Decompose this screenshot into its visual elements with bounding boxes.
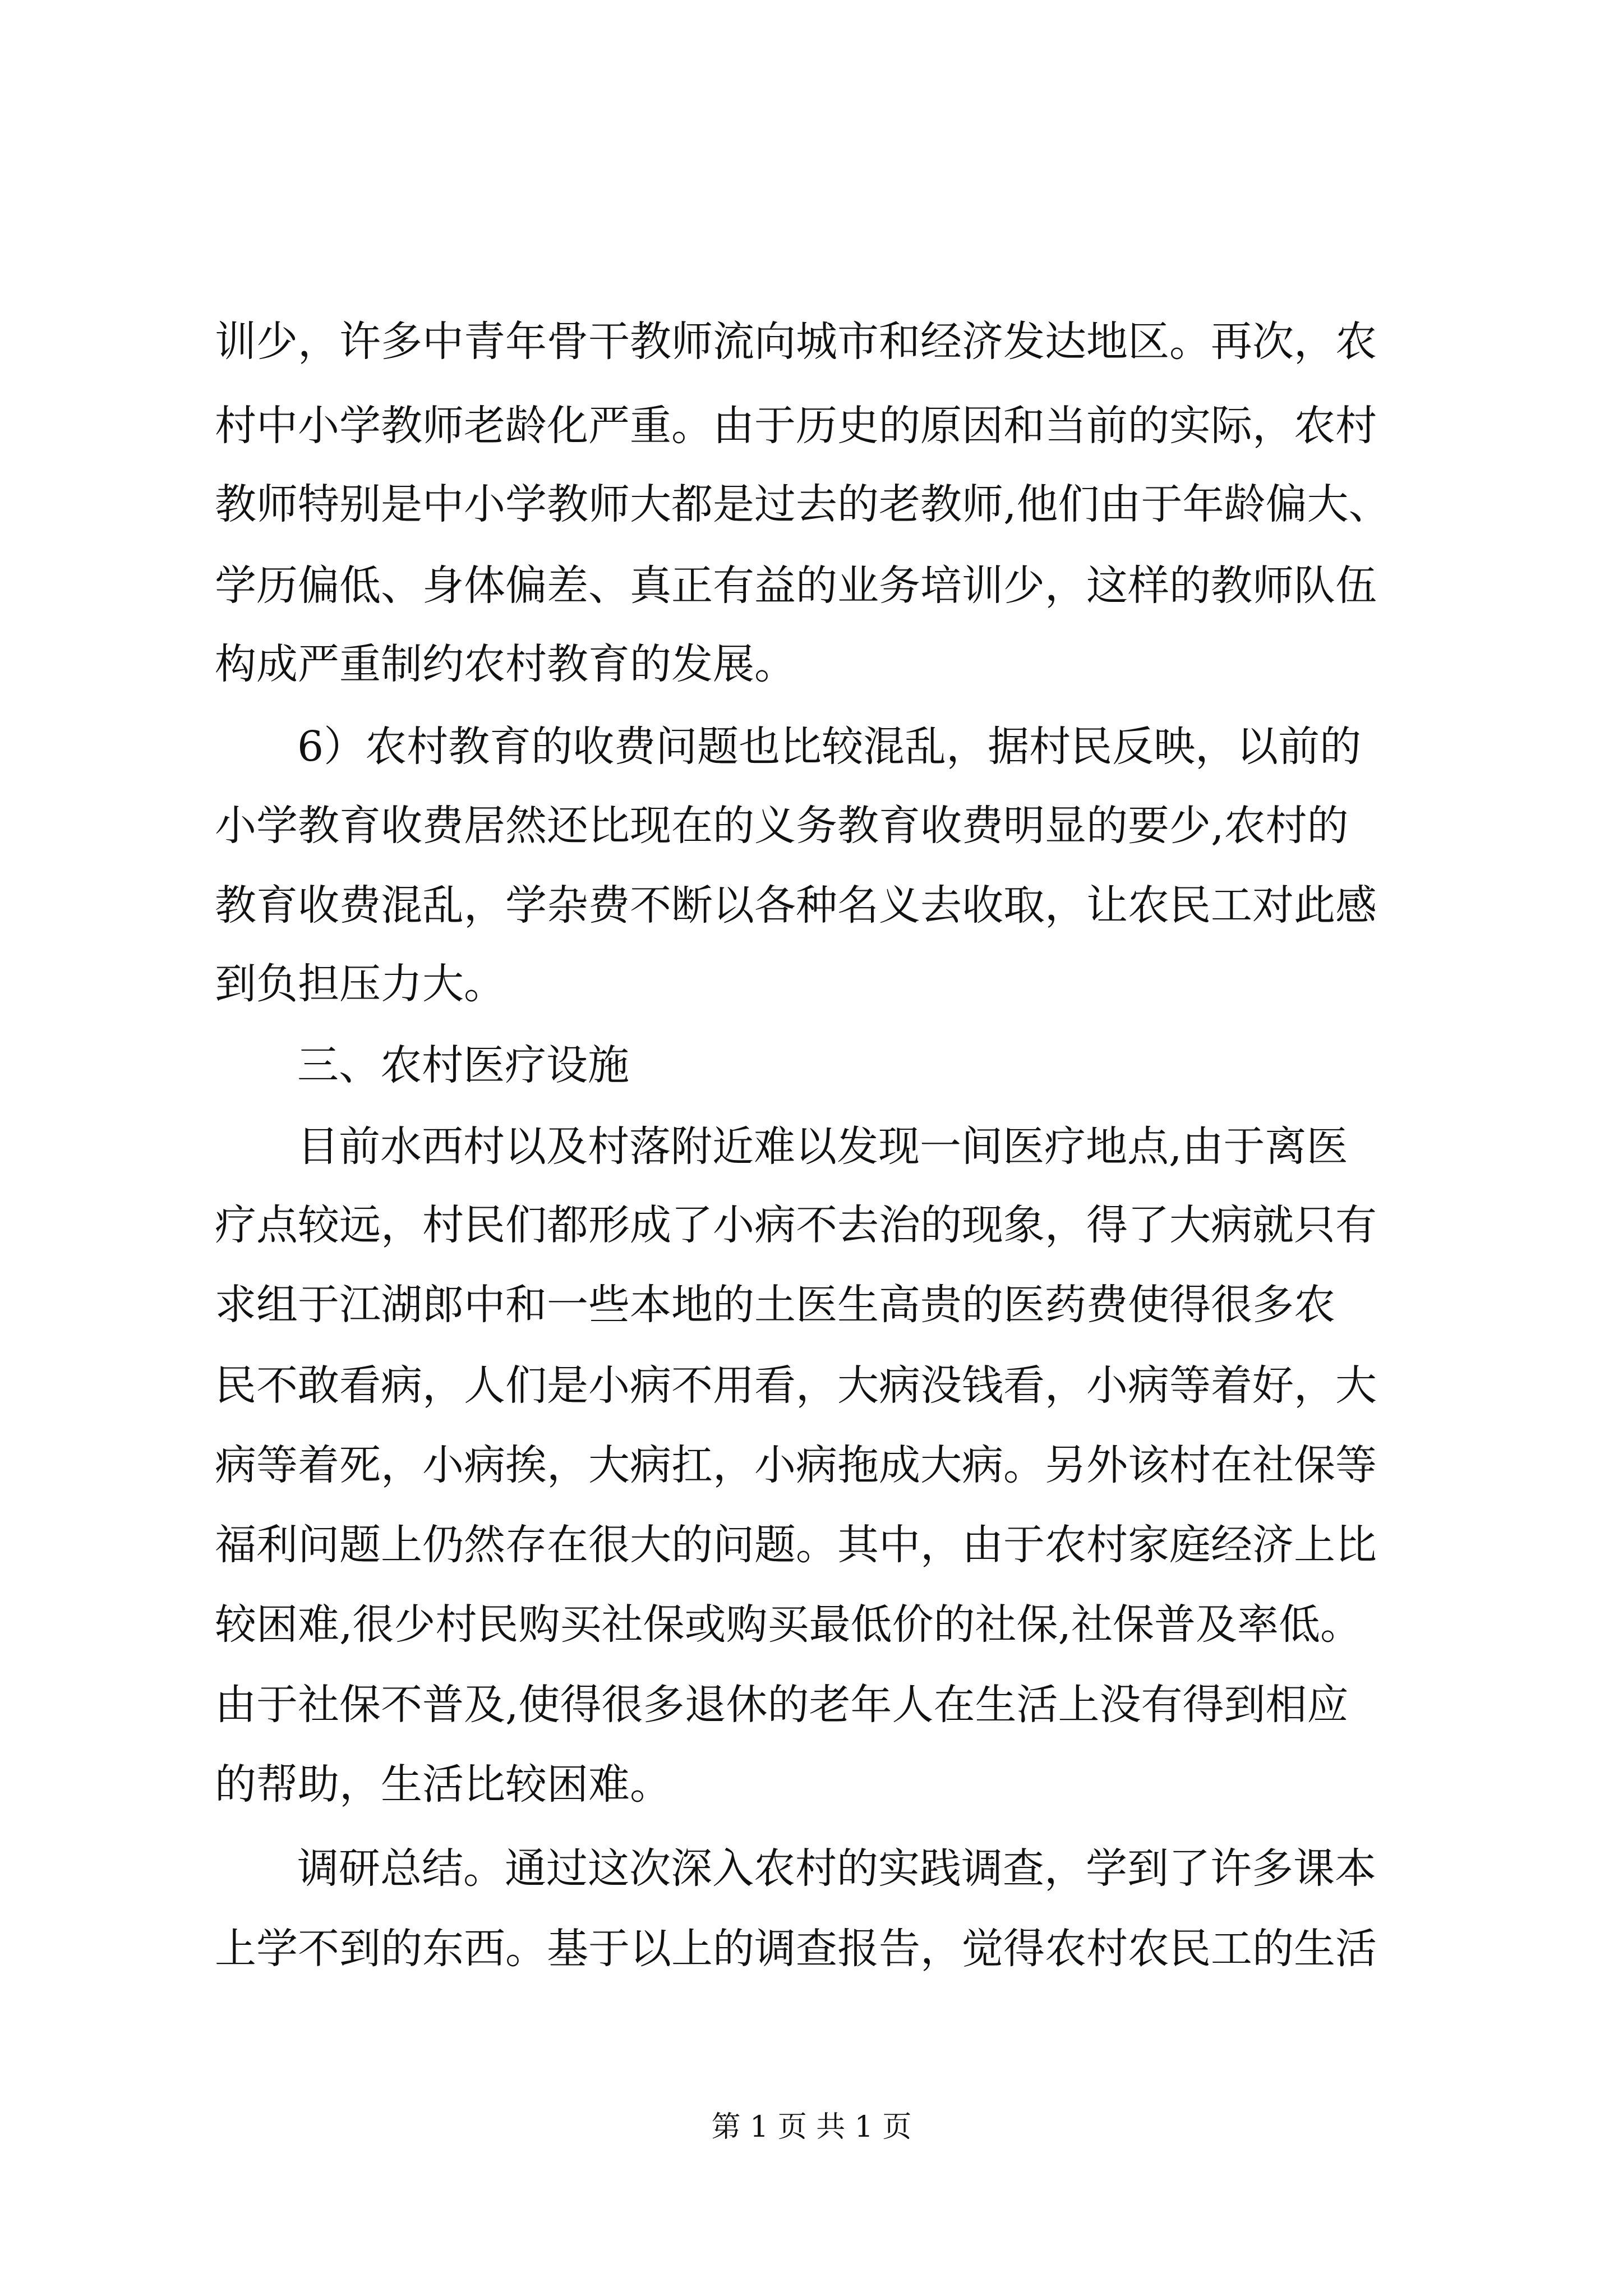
section-heading: 三、农村医疗设施 xyxy=(297,1041,629,1089)
text-line: 训少，许多中青年骨干教师流向城市和经济发达地区。再次，农 xyxy=(215,318,1377,366)
text-line: 小学教育收费居然还比现在的义务教育收费明显的要少,农村的 xyxy=(215,802,1349,850)
text-line: 求组于江湖郎中和一些本地的土医生高贵的医药费使得很多农 xyxy=(215,1281,1335,1329)
text-line: 教育收费混乱，学杂费不断以各种名义去收取，让农民工对此感 xyxy=(215,881,1377,930)
paragraph-start-line: 6）农村教育的收费问题也比较混乱，据村民反映，以前的 xyxy=(297,723,1362,771)
text-line: 较困难,很少村民购买社保或购买最低价的社保,社保普及率低。 xyxy=(215,1600,1362,1649)
text-line: 的帮助，生活比较困难。 xyxy=(215,1760,671,1809)
paragraph-start-line: 调研总结。通过这次深入农村的实践调查，学到了许多课本 xyxy=(297,1844,1376,1893)
page-footer: 第 1 页 共 1 页 xyxy=(711,2110,912,2144)
text-line: 疗点较远，村民们都形成了小病不去治的现象，得了大病就只有 xyxy=(215,1201,1377,1249)
text-line: 上学不到的东西。基于以上的调查报告，觉得农村农民工的生活 xyxy=(215,1925,1377,1973)
text-line: 村中小学教师老龄化严重。由于历史的原因和当前的实际，农村 xyxy=(215,402,1377,450)
text-line: 到负担压力大。 xyxy=(215,960,505,1008)
text-line: 病等着死，小病挨，大病扛，小病拖成大病。另外该村在社保等 xyxy=(215,1441,1377,1489)
text-line: 教师特别是中小学教师大都是过去的老教师,他们由于年龄偏大、 xyxy=(215,480,1390,528)
text-line: 由于社保不普及,使得很多退休的老年人在生活上没有得到相应 xyxy=(215,1681,1349,1729)
paragraph-start-line: 目前水西村以及村落附近难以发现一间医疗地点,由于离医 xyxy=(297,1122,1348,1171)
text-line: 构成严重制约农村教育的发展。 xyxy=(215,640,796,688)
text-line: 学历偏低、身体偏差、真正有益的业务培训少，这样的教师队伍 xyxy=(215,562,1377,610)
text-line: 福利问题上仍然存在很大的问题。其中，由于农村家庭经济上比 xyxy=(215,1521,1377,1569)
text-line: 民不敢看病，人们是小病不用看，大病没钱看，小病等着好，大 xyxy=(215,1361,1377,1410)
